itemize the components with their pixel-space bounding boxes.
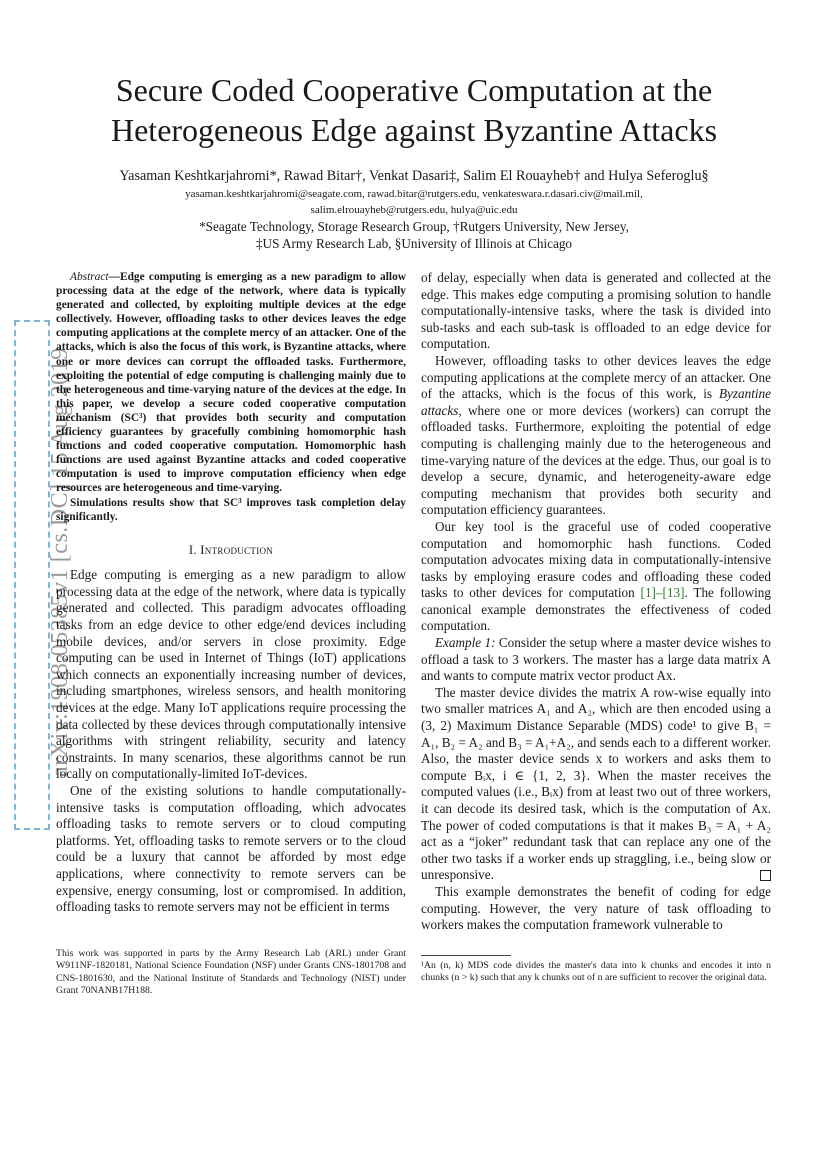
right-paragraph-4 [421, 685, 771, 884]
right-paragraph-3 [421, 519, 771, 635]
example-text: Consider the setup where a master device wishes to offload a task to 3 workers. The master has a large data matrix A and wants to compute matrix vector product Ax. [421, 635, 772, 684]
qed-symbol [760, 870, 771, 881]
example-label: Example 1: [435, 635, 496, 651]
emails-line-2: salim.elrouayheb@rutgers.edu, hulya@uic.edu [310, 204, 518, 216]
intro-paragraph-1: Edge computing is emerging as a new paradigm to allow processing data at the edge of the network, where data is typically generated and collected. This paradigm advocates offloading tasks from an edge device to other edge/end devices including mobile devices, and/or servers in close proximity. Edge computing can be used in Internet of Things (IoT) applications which connects an exponentially increasing number of devices, including smartphones, wireless sensors, and health monitoring devices at the edge. Many IoT applications require processing the data collected by these devices through computationally intensive algorithms with stringent reliability, security and latency constraints. In many scenarios, these algorithms cannot be run locally on computationally-limited IoT-devices. [56, 567, 406, 782]
intro-paragraph-2: One of the existing solutions to handle computationally-intensive tasks is computation offloading, which advocates offloading tasks to remote servers or to cloud computing platforms. Yet, offloading tasks to remote servers or to the cloud could be a luxury that cannot be afforded by most edge applications, where connectivity to remote servers can be expensive, energy consuming, lost or compromised. In addition, offloading tasks to remote servers may not be efficient in terms [56, 783, 406, 915]
byzantine-emphasis: Byzantine attacks [421, 386, 771, 418]
right-p4-text: The master device divides the matrix A row-wise equally into two smaller matrices A₁ and A₂, which are then encoded using a (3, 2) Maximum Distance Separable (MDS) code¹ to give B₁ = A₁, B₂ = A₂ and B₃ = A₁+A₂, and sends each to a different worker. Also, the master device sends x to workers and asks them to compute Bᵢx, i ∈ {1, 2, 3}. When the master receives the computed values (i.e., Bᵢx) from at least two out of three workers, it can decode its desired task, which is the computation of Ax. The power of coded computations is that it makes B₃ = A₁ + A₂ act as a “joker” redundant task that can replace any one of the other two tasks if a worker ends up straggling, i.e., being slow or unresponsive. [421, 684, 771, 883]
paper-title [60, 70, 768, 150]
emails-line-1: yasaman.keshtkarjahromi@seagate.com, rawad.bitar@rutgers.edu, venkateswara.r.dasari.civ@mail.mil, [185, 188, 643, 200]
mds-footnote: ¹An (n, k) MDS code divides the master's data into k chunks and encodes it into n chunks (n > k) such that any k chunks out of n are sufficient to recover the original data. [421, 960, 771, 984]
right-p2-text-a: However, offloading tasks to other devices leaves the edge computing applications at the complete mercy of an attacker. One of the attacks, which is the focus of this work, is [421, 352, 771, 402]
author-emails [60, 186, 768, 218]
right-p2-text-b: , where one or more devices (workers) can corrupt the offloaded tasks. Furthermore, exploiting the potential of edge computing is challenging mainly due to the heterogeneous and time-varying nature of the devices at the edge. Thus, our goal is to develop a secure, dynamic, and heterogeneity-aware edge computing mechanism that provides both security and computation efficiency guarantees. [421, 402, 771, 518]
right-paragraph-1: of delay, especially when data is generated and collected at the edge. This makes edge computing a promising solution to handle computationally-intensive tasks, where the task is divided into sub-tasks and each sub-task is offloaded to an edge device for computation. [421, 270, 771, 352]
abstract [56, 270, 406, 496]
right-p3-text-a: Our key tool is the graceful use of coded cooperative computation and homomorphic hash functions. Coded computation advocates mixing data in computationally-intensive tasks by employing erasure codes and offloading these coded tasks to other devices for computation [421, 518, 771, 601]
author-list: Yasaman Keshtkarjahromi*, Rawad Bitar†, Venkat Dasari‡, Salim El Rouayheb† and Hulya Seferoglu§ [119, 168, 709, 184]
footnote-rule [421, 955, 511, 956]
example-paragraph [421, 635, 771, 685]
right-column [421, 270, 771, 934]
citation-link[interactable]: [1]–[13] [640, 585, 685, 601]
affiliations [60, 218, 768, 252]
right-paragraph-2 [421, 353, 771, 519]
title-line-1: Secure Coded Cooperative Computation at the [115, 72, 713, 108]
section-heading-introduction: I. Introduction [188, 542, 274, 557]
simulation-summary: Simulations results show that SC³ improves task completion delay significantly. [56, 496, 406, 523]
right-paragraph-5: This example demonstrates the benefit of coding for edge computing. However, the very nature of task offloading to workers makes the computation framework vulnerable to [421, 883, 771, 933]
arxiv-side-stamp: arXiv:1908.05385v1 [cs.DC] 15 Aug 2019 [47, 347, 73, 777]
abstract-text: —Edge computing is emerging as a new paradigm to allow processing data at the edge of the network, where data is typically generated and collected, by exploiting multiple devices at the edge collectively. However, offloading tasks to other devices leaves the edge computing applications at the complete mercy of an attacker. One of the attacks, which is also the focus of this work, is Byzantine attacks, where one or more devices can corrupt the offloaded tasks. Furthermore, exploiting the potential of edge computing is challenging mainly due to the heterogeneous and time-varying nature of the devices at the edge. In this paper, we develop a secure coded cooperative computation mechanism (SC³) that provides both security and computation efficiency guarantees by gracefully combining homomorphic hash functions and coded cooperative computation. Homomorphic hash functions are used against Byzantine attacks and coded cooperative computation is used to improve computation efficiency when edge resources are heterogeneous and time-varying. [56, 271, 406, 495]
affiliation-line-1: *Seagate Technology, Storage Research Group, †Rutgers University, New Jersey, [199, 219, 629, 234]
abstract-label: Abstract [70, 271, 109, 283]
right-p3-text-b: . The following canonical example demonstrates the effectiveness of coded computation. [421, 585, 771, 634]
affiliation-line-2: ‡US Army Research Lab, §University of Illinois at Chicago [255, 236, 573, 251]
funding-footnote: This work was supported in parts by the Army Research Lab (ARL) under Grant W911NF-1820181, National Science Foundation (NSF) under Grants CNS-1801708 and CNS-1801630, and the National Institute of Standards and Technology (NIST) under Grant 70NANB17H188. [56, 948, 406, 997]
title-line-2: Heterogeneous Edge against Byzantine Attacks [110, 112, 718, 148]
left-column [56, 270, 406, 916]
